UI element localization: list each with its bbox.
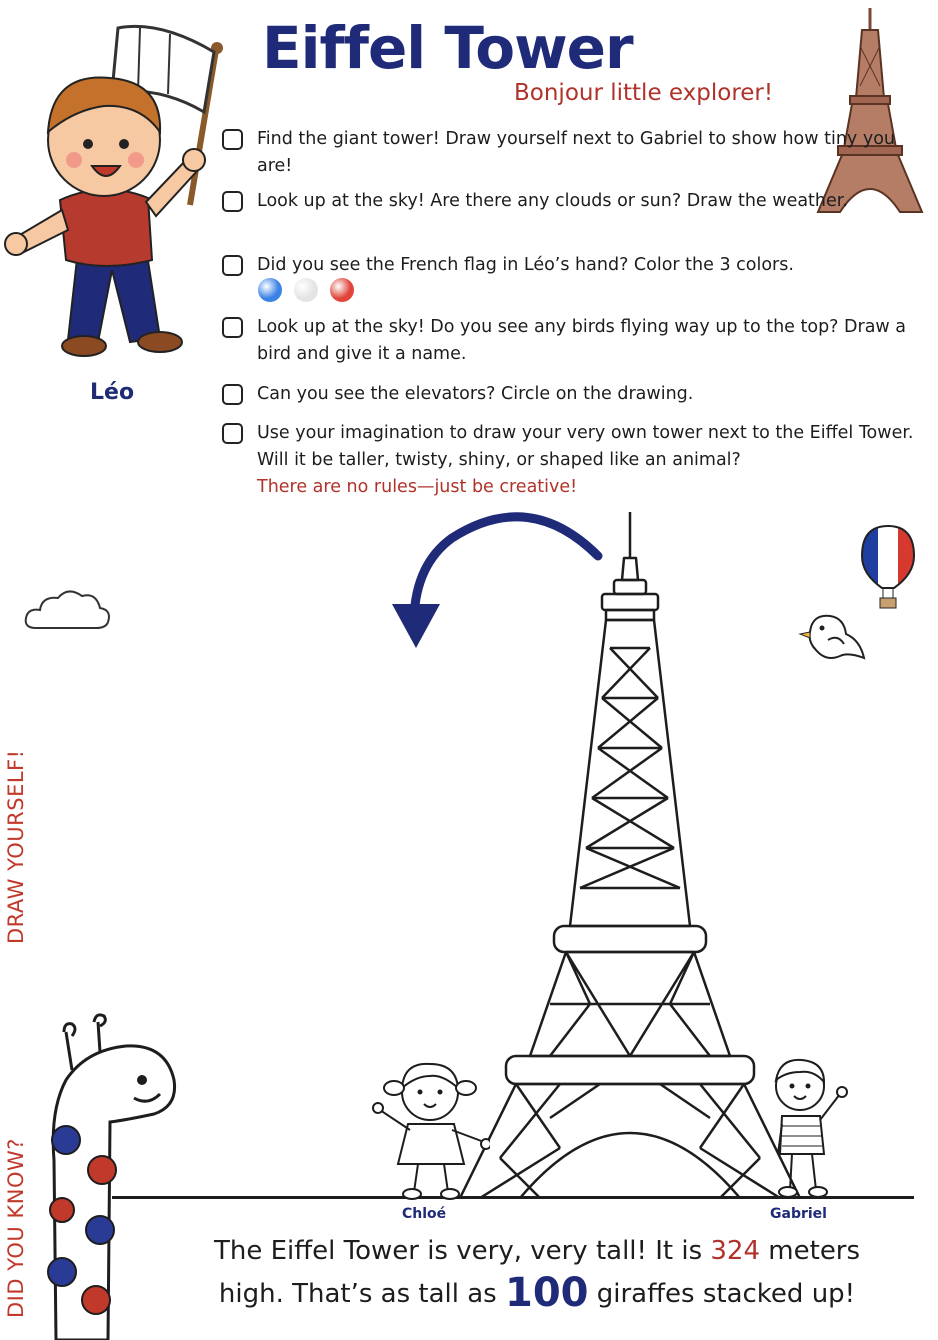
task-item [222, 188, 934, 215]
fact-text: The Eiffel Tower is very, very tall! It is [213, 1236, 711, 1266]
task-checkbox[interactable] [222, 384, 243, 405]
task-text: Look up at the sky! Do you see any birds flying way up to the top? Draw a bird and give it a name. [257, 317, 907, 364]
task-checkbox[interactable] [222, 129, 243, 150]
task-checkbox[interactable] [222, 255, 243, 276]
page-title: Eiffel Tower [262, 14, 633, 82]
task-text: Use your imagination to draw your very own tower next to the Eiffel Tower. Will it be taller, twisty, shiny, or shaped like an animal? [257, 423, 914, 470]
fact-line-1 [152, 1230, 922, 1272]
task-checkbox[interactable] [222, 191, 243, 212]
chloe-label: Chloé [402, 1206, 447, 1222]
draw-yourself-label: DRAW YOURSELF! [4, 749, 28, 944]
task-item [222, 252, 934, 279]
task-checkbox[interactable] [222, 423, 243, 444]
page-subtitle: Bonjour little explorer! [514, 80, 774, 106]
task-item [222, 420, 934, 501]
task-text: Look up at the sky! Are there any clouds or sun? Draw the weather. [257, 191, 848, 211]
task-item [222, 314, 934, 368]
fact-height-value: 324 [710, 1236, 761, 1266]
flag-color-white-dot[interactable] [294, 278, 318, 302]
chloe-drawing [372, 1052, 490, 1200]
fact-text: high. That’s as tall as [218, 1279, 505, 1309]
task-text-block [257, 420, 934, 501]
gabriel-label: Gabriel [770, 1206, 827, 1222]
small-eiffel-tower [812, 6, 928, 216]
flag-color-blue-dot[interactable] [258, 278, 282, 302]
leo-illustration [0, 20, 225, 365]
task-text: Can you see the elevators? Circle on the drawing. [257, 384, 694, 404]
gabriel-drawing [762, 1054, 848, 1200]
hot-air-balloon-icon [858, 524, 918, 612]
fact-giraffe-count: 100 [505, 1270, 589, 1316]
fact-text: giraffes stacked up! [588, 1279, 856, 1309]
did-you-know-label: DID YOU KNOW? [4, 1138, 28, 1318]
task-item [222, 381, 934, 408]
flag-color-red-dot[interactable] [330, 278, 354, 302]
task-note: There are no rules—just be creative! [257, 477, 578, 497]
task-checkbox[interactable] [222, 317, 243, 338]
task-item [222, 126, 934, 180]
character-name: Léo [90, 380, 135, 405]
fact-text: meters [760, 1236, 861, 1266]
fact-line-2 [152, 1272, 922, 1315]
task-text: Find the giant tower! Draw yourself next to Gabriel to show how tiny you are! [257, 129, 896, 176]
cloud-icon [22, 588, 114, 636]
task-text: Did you see the French flag in Léo’s hand? Color the 3 colors. [257, 255, 794, 275]
